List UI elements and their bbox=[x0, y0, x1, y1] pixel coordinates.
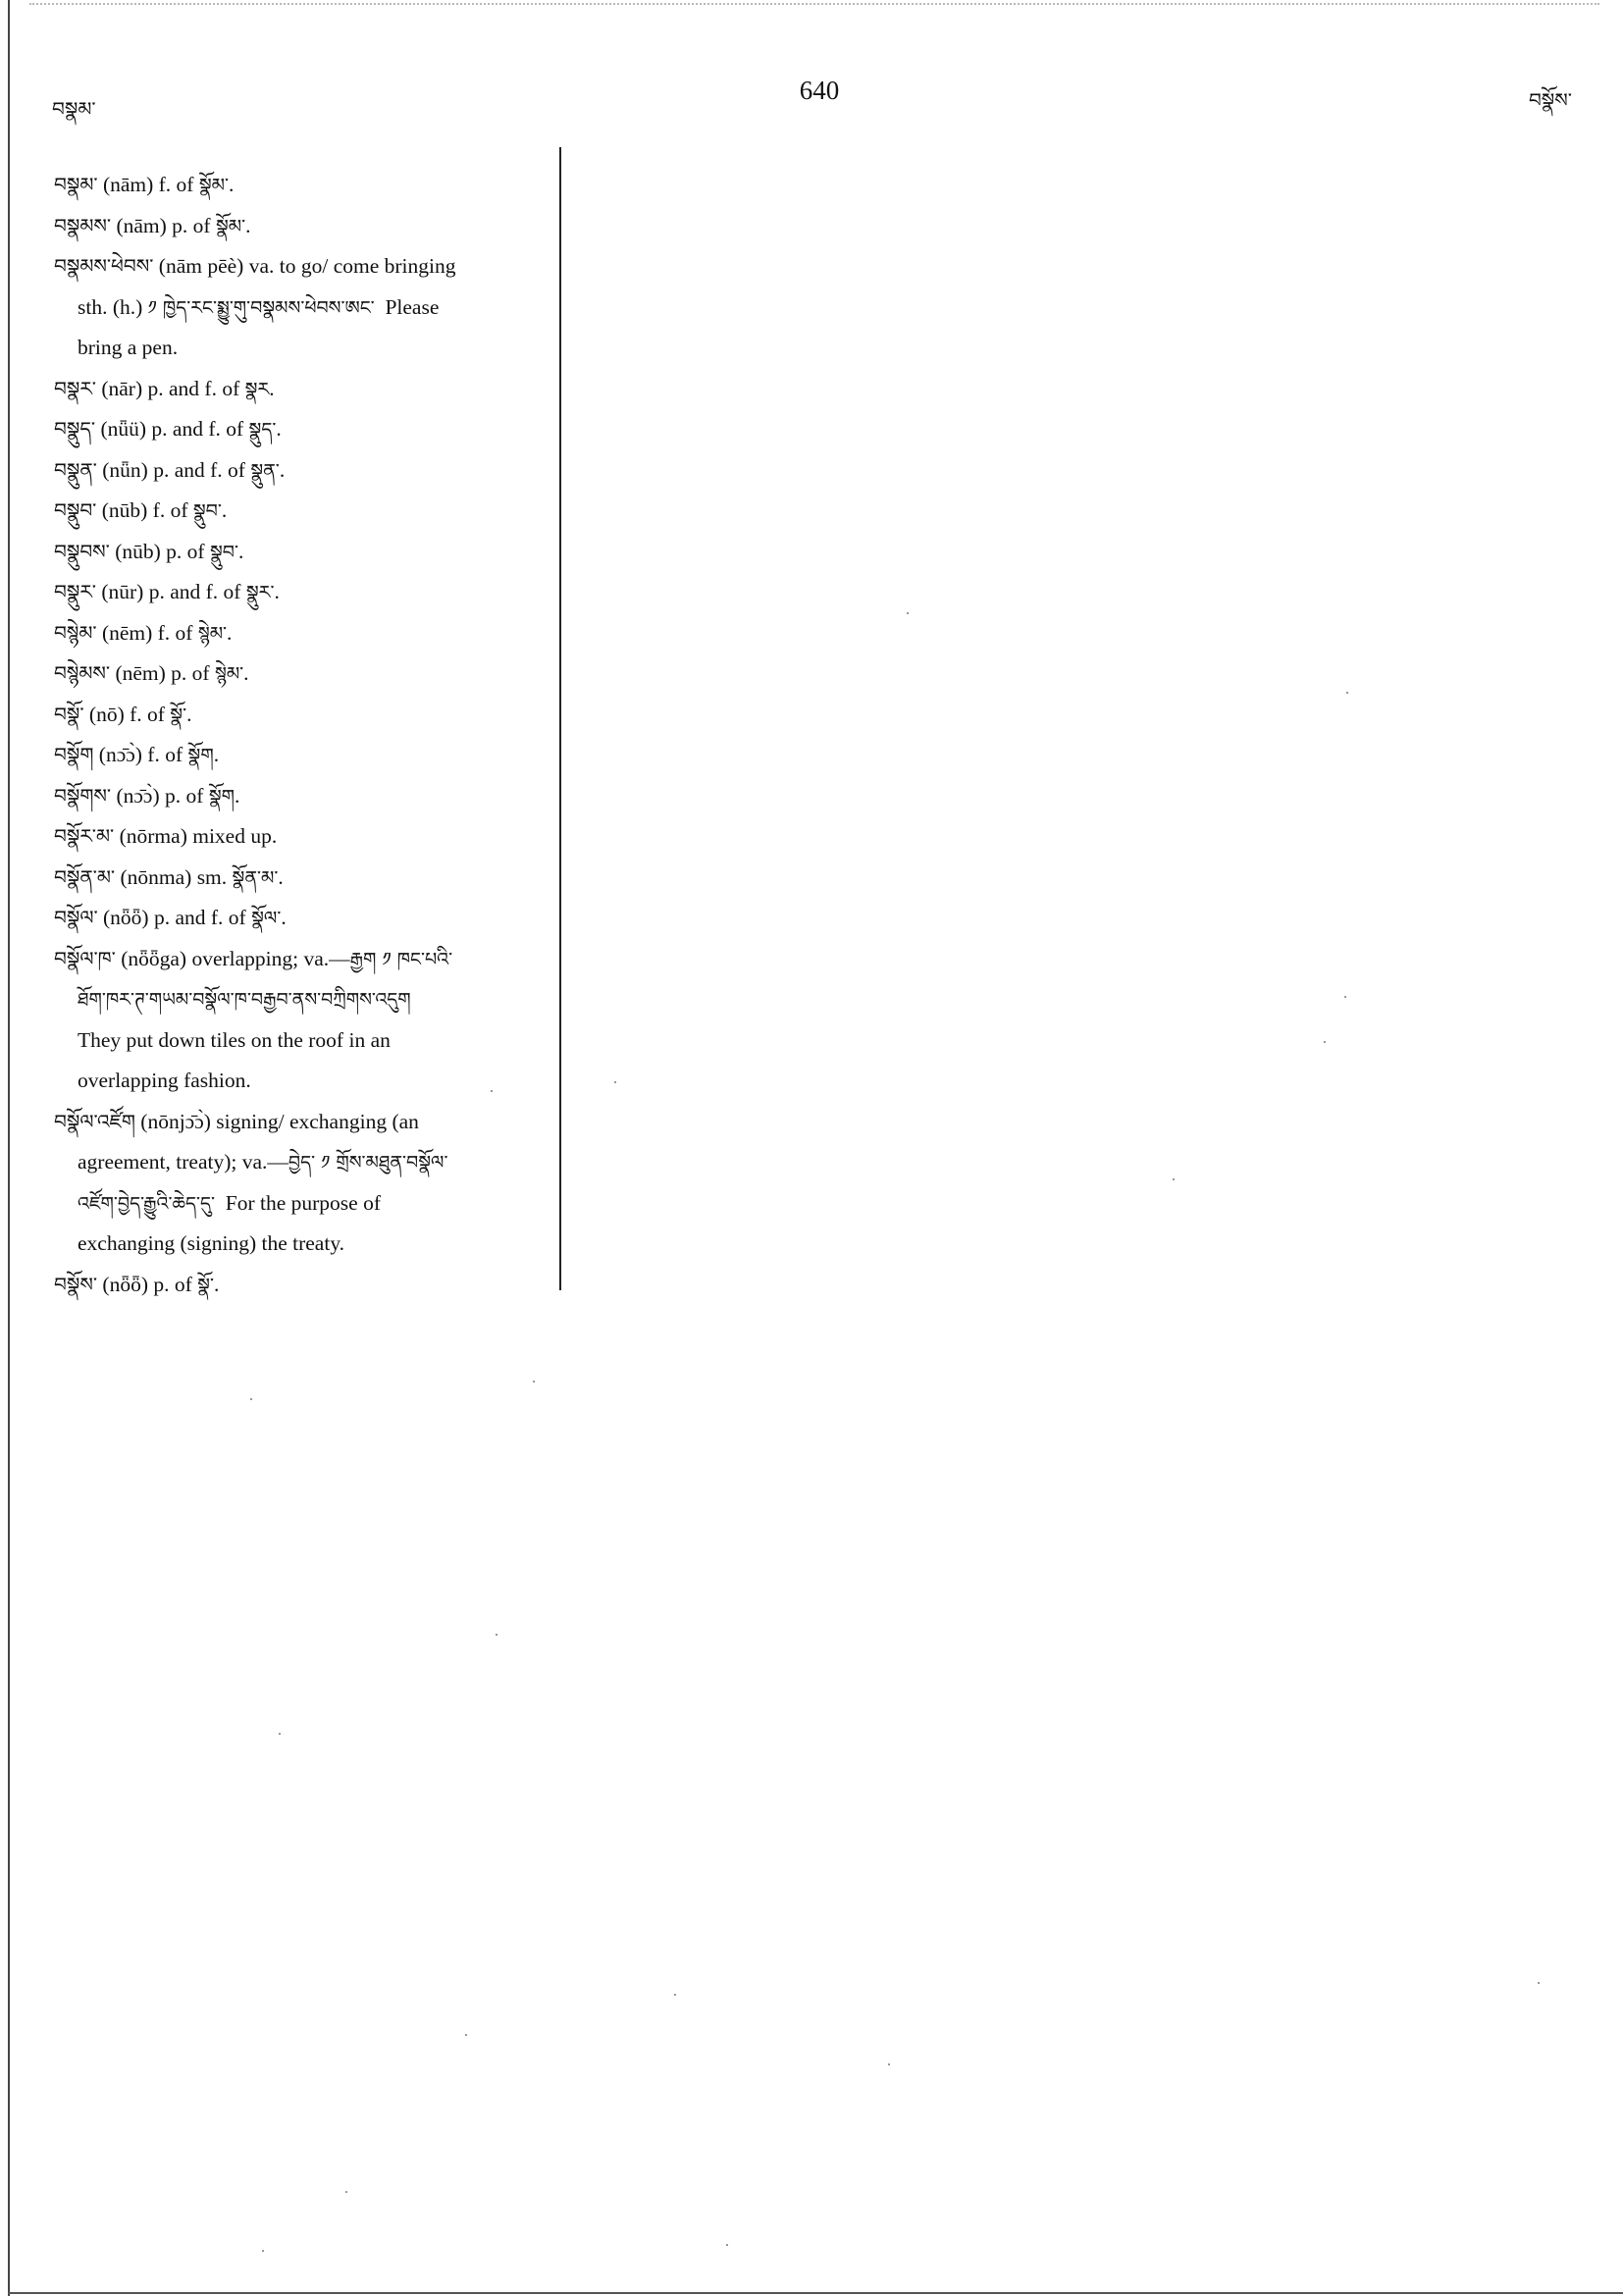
definition-text: (nām) f. of bbox=[97, 173, 199, 196]
tibetan-example: སྣོམ་ bbox=[198, 175, 229, 196]
headword: བསྣོ་ bbox=[54, 702, 84, 726]
entry-line bbox=[54, 858, 550, 899]
headword: བསྣོལ་ཁ་ bbox=[54, 946, 116, 970]
headword: བསྣུབས་ bbox=[54, 539, 110, 563]
page-number: 640 bbox=[799, 76, 840, 105]
entry-line bbox=[54, 898, 550, 939]
tibetan-example: འཛོག་བྱེད་རྒྱུའི་ཆེད་དུ་ bbox=[78, 1192, 215, 1215]
definition-text: (nām pēè) va. to go/ come bringing bbox=[153, 254, 456, 278]
tibetan-example: སྣར bbox=[244, 378, 270, 400]
dictionary-entry bbox=[54, 613, 550, 654]
definition-text: (nēm) f. of bbox=[96, 620, 198, 645]
definition-text-end: . bbox=[274, 580, 280, 603]
column-rule bbox=[559, 147, 561, 1290]
definition-text: (nȫȫga) overlapping; va.— bbox=[115, 946, 350, 970]
tibetan-example: སྣུན་ bbox=[250, 459, 280, 482]
scan-top-edge bbox=[29, 3, 1599, 5]
entry-line bbox=[54, 369, 550, 410]
definition-text: (nām) p. of bbox=[111, 213, 216, 237]
entry-continuation-line bbox=[54, 1224, 550, 1265]
definition-text-end: . bbox=[229, 173, 235, 196]
scan-left-edge bbox=[8, 0, 10, 2296]
definition-text-end: . bbox=[269, 376, 275, 400]
headword: བསྣོལ་འཛོག bbox=[54, 1109, 135, 1133]
entry-continuation-line bbox=[54, 1142, 550, 1183]
dictionary-entry bbox=[54, 735, 550, 776]
definition-text-end: . bbox=[279, 457, 286, 482]
definition-text: (nȫȫ) p. of bbox=[97, 1272, 198, 1296]
headword: བསྣམ་ bbox=[54, 173, 98, 196]
dictionary-entry bbox=[54, 695, 550, 736]
headword: བསྙེམ་ bbox=[54, 620, 97, 645]
dictionary-entry bbox=[54, 1265, 550, 1306]
definition-text-end: . bbox=[278, 864, 284, 889]
entry-line bbox=[54, 450, 550, 492]
entry-line bbox=[54, 735, 550, 776]
definition-text: (nǖü) p. and f. of bbox=[95, 417, 249, 441]
tibetan-example: སྣུབ་ bbox=[209, 541, 238, 563]
running-head-right: བསྣོས་ bbox=[1528, 88, 1572, 112]
definition-text-end: . bbox=[245, 213, 251, 237]
definition-text: (nūr) p. and f. of bbox=[95, 580, 246, 603]
entry-continuation-line bbox=[54, 1061, 550, 1102]
definition-text-end: . bbox=[243, 661, 249, 685]
tibetan-example: སྣོག bbox=[208, 785, 236, 808]
definition-text: (nūb) p. of bbox=[109, 539, 210, 563]
entry-continuation-line bbox=[54, 287, 550, 329]
definition-text: (nȫȫ) p. and f. of bbox=[97, 906, 252, 929]
tibetan-example: ༡ ཁྱེད་རང་སྨྱུ་གུ་བསྣམས་ཕེབས་ཨང་ bbox=[147, 296, 375, 319]
dictionary-entry bbox=[54, 409, 550, 450]
tibetan-example: སྣོན་མ་ bbox=[232, 866, 279, 889]
tibetan-example: སྣོག bbox=[187, 745, 214, 766]
headword: བསྣོས་ bbox=[54, 1272, 98, 1296]
tibetan-example: སྣོལ་ bbox=[251, 908, 282, 929]
entry-line bbox=[54, 206, 550, 247]
definition-text: (nēm) p. of bbox=[110, 661, 215, 685]
entry-line bbox=[54, 165, 550, 206]
tibetan-example: སྙེམ་ bbox=[197, 622, 228, 645]
entry-line bbox=[54, 409, 550, 450]
definition-text: (nōnjɔ̄ɔ̀) signing/ exchanging (an bbox=[134, 1109, 419, 1133]
headword: བསྣུབ་ bbox=[54, 498, 97, 522]
entry-line bbox=[54, 613, 550, 654]
dictionary-entry bbox=[54, 491, 550, 532]
headword: བསྣར་ bbox=[54, 376, 96, 400]
entry-continuation-line bbox=[54, 328, 550, 369]
entry-line bbox=[54, 532, 550, 573]
dictionary-entry bbox=[54, 776, 550, 817]
definition-text: bring a pen. bbox=[78, 336, 179, 359]
headword: བསྣོར་མ་ bbox=[54, 824, 115, 848]
definition-text: (nǖn) p. and f. of bbox=[96, 457, 251, 482]
entry-line bbox=[54, 1102, 550, 1143]
tibetan-example: སྙེམ་ bbox=[214, 663, 244, 685]
entry-continuation-line bbox=[54, 1020, 550, 1062]
entry-line bbox=[54, 816, 550, 858]
headword: བསྣམས་ཕེབས་ bbox=[54, 254, 154, 278]
definition-text: agreement, treaty); va.— bbox=[78, 1150, 288, 1174]
definition-text-end: . bbox=[281, 906, 287, 929]
headword: བསྣམས་ bbox=[54, 213, 112, 237]
tibetan-example: སྣུར་ bbox=[245, 582, 275, 603]
dictionary-entry bbox=[54, 206, 550, 247]
definition-text-end: . bbox=[213, 743, 220, 766]
definition-text: (nō) f. of bbox=[83, 702, 171, 726]
entry-line bbox=[54, 695, 550, 736]
definition-text-end: . bbox=[235, 783, 240, 808]
dictionary-column bbox=[54, 165, 550, 1305]
dictionary-entry bbox=[54, 858, 550, 899]
entry-line bbox=[54, 653, 550, 695]
definition-text-end: . bbox=[221, 498, 228, 522]
dictionary-entry bbox=[54, 816, 550, 858]
definition-text-end: . bbox=[186, 702, 192, 726]
definition-text-end: . bbox=[227, 620, 233, 645]
definition-text: sth. (h.) bbox=[78, 294, 148, 319]
dictionary-entry bbox=[54, 369, 550, 410]
tibetan-example: སྣོ་ bbox=[197, 1274, 214, 1296]
headword: བསྣོགས་ bbox=[54, 783, 112, 808]
headword: བསྣུན་ bbox=[54, 457, 97, 482]
definition-text-end: . bbox=[276, 417, 282, 441]
headword: བསྣོན་མ་ bbox=[54, 864, 116, 889]
headword: བསྣུར་ bbox=[54, 580, 96, 603]
entry-line bbox=[54, 572, 550, 613]
definition-text-end: For the purpose of bbox=[215, 1190, 381, 1215]
tibetan-example: སྣུད་ bbox=[248, 419, 277, 441]
tibetan-example: སྣོམ་ bbox=[215, 215, 246, 237]
definition-text: (nōrma) mixed up. bbox=[114, 824, 278, 848]
dictionary-entry bbox=[54, 532, 550, 573]
entry-line bbox=[54, 491, 550, 532]
running-head-left: བསྣམ་ bbox=[52, 97, 96, 121]
definition-text: (nār) p. and f. of bbox=[95, 376, 245, 400]
definition-text: (nūb) f. of bbox=[96, 498, 193, 522]
entry-line bbox=[54, 939, 550, 980]
scan-bottom-edge bbox=[8, 2292, 1623, 2294]
tibetan-example: སྣོ་ bbox=[170, 704, 187, 726]
definition-text-end: . bbox=[237, 539, 244, 563]
dictionary-entry bbox=[54, 165, 550, 206]
dictionary-entry bbox=[54, 246, 550, 369]
headword: བསྣོལ་ bbox=[54, 906, 98, 929]
tibetan-example: སྣུབ་ bbox=[192, 500, 222, 522]
tibetan-example: བྱེད་ ༡ གྲོས་མཐུན་བསྣོལ་ bbox=[288, 1152, 448, 1174]
entry-continuation-line bbox=[54, 979, 550, 1020]
dictionary-entry bbox=[54, 898, 550, 939]
definition-text: (nōnma) sm. bbox=[115, 864, 233, 889]
dictionary-entry bbox=[54, 572, 550, 613]
definition-text: exchanging (signing) the treaty. bbox=[78, 1231, 345, 1255]
headword: བསྙེམས་ bbox=[54, 661, 111, 685]
dictionary-entry bbox=[54, 1102, 550, 1265]
dictionary-entry bbox=[54, 939, 550, 1102]
dictionary-entry bbox=[54, 653, 550, 695]
entry-continuation-line bbox=[54, 1183, 550, 1225]
tibetan-example: ཐོག་ཁར་ཊ་གཡམ་བསྣོལ་ཁ་བརྒྱབ་ནས་བཀྲིགས་འདུག bbox=[78, 989, 411, 1011]
headword: བསྣོག bbox=[54, 743, 94, 766]
definition-text: They put down tiles on the roof in an bbox=[78, 1027, 391, 1052]
definition-text-end: . bbox=[213, 1272, 220, 1296]
headword: བསྣུད་ bbox=[54, 417, 96, 441]
entry-line bbox=[54, 1265, 550, 1306]
tibetan-example: རྒྱག ༡ ཁང་པའི་ bbox=[349, 948, 453, 970]
entry-line bbox=[54, 246, 550, 287]
definition-text: overlapping fashion. bbox=[78, 1069, 251, 1092]
definition-text-end: Please bbox=[374, 294, 440, 319]
dictionary-entry bbox=[54, 450, 550, 492]
definition-text: (nɔ̄ɔ̀) f. of bbox=[93, 743, 188, 766]
definition-text: (nɔ̄ɔ̀) p. of bbox=[111, 783, 209, 808]
entry-line bbox=[54, 776, 550, 817]
